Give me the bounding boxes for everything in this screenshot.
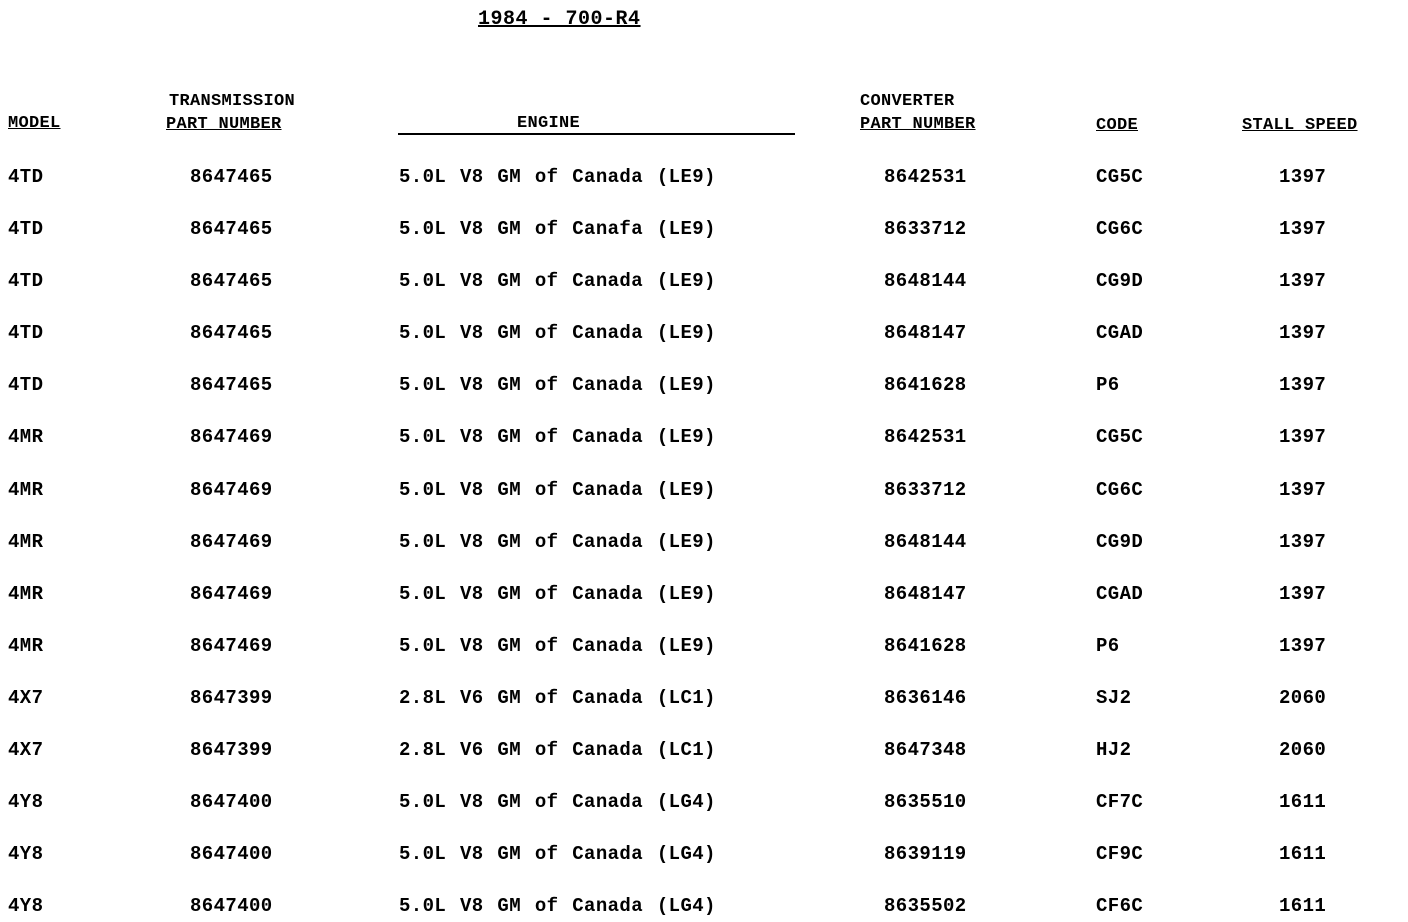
cell-model: 4TD — [8, 270, 44, 292]
header-converter-line2: PART NUMBER — [860, 115, 976, 134]
cell-model: 4MR — [8, 531, 44, 553]
cell-stall-speed: 1397 — [1279, 374, 1327, 396]
cell-code: CF9C — [1096, 843, 1144, 865]
cell-engine: 5.0L V8 GM of Canafa (LE9) — [399, 218, 716, 240]
header-model — [8, 112, 61, 135]
cell-transmission-part: 8647469 — [190, 531, 273, 553]
header-transmission — [166, 90, 295, 136]
cell-transmission-part: 8647400 — [190, 791, 273, 813]
cell-stall-speed: 1397 — [1279, 583, 1327, 605]
cell-stall-speed: 1611 — [1279, 895, 1327, 917]
cell-stall-speed: 2060 — [1279, 687, 1327, 709]
cell-converter-part: 8641628 — [884, 374, 967, 396]
cell-transmission-part: 8647465 — [190, 166, 273, 188]
cell-code: CG9D — [1096, 531, 1144, 553]
table-row — [0, 531, 1408, 555]
cell-stall-speed: 1397 — [1279, 426, 1327, 448]
header-converter — [860, 90, 976, 136]
cell-model: 4Y8 — [8, 843, 44, 865]
table-row — [0, 479, 1408, 503]
header-code-label: CODE — [1096, 116, 1139, 135]
table-row — [0, 687, 1408, 711]
table-row — [0, 791, 1408, 815]
cell-model: 4Y8 — [8, 791, 44, 813]
cell-transmission-part: 8647400 — [190, 895, 273, 917]
header-model-label: MODEL — [8, 114, 61, 133]
cell-converter-part: 8642531 — [884, 426, 967, 448]
cell-engine: 5.0L V8 GM of Canada (LE9) — [399, 270, 716, 292]
cell-code: CGAD — [1096, 322, 1144, 344]
cell-code: CG6C — [1096, 218, 1144, 240]
cell-engine: 5.0L V8 GM of Canada (LG4) — [399, 843, 716, 865]
cell-model: 4TD — [8, 166, 44, 188]
cell-code: CG5C — [1096, 426, 1144, 448]
header-stall-speed-label: STALL SPEED — [1242, 116, 1358, 135]
cell-converter-part: 8642531 — [884, 166, 967, 188]
cell-stall-speed: 1397 — [1279, 531, 1327, 553]
cell-model: 4TD — [8, 322, 44, 344]
cell-converter-part: 8633712 — [884, 479, 967, 501]
cell-engine: 5.0L V8 GM of Canada (LG4) — [399, 895, 716, 917]
cell-code: CG6C — [1096, 479, 1144, 501]
cell-model: 4TD — [8, 218, 44, 240]
cell-converter-part: 8636146 — [884, 687, 967, 709]
cell-transmission-part: 8647469 — [190, 479, 273, 501]
cell-stall-speed: 1397 — [1279, 270, 1327, 292]
cell-stall-speed: 1397 — [1279, 166, 1327, 188]
table-row — [0, 843, 1408, 867]
cell-converter-part: 8635510 — [884, 791, 967, 813]
cell-engine: 5.0L V8 GM of Canada (LE9) — [399, 374, 716, 396]
cell-stall-speed: 1397 — [1279, 479, 1327, 501]
header-transmission-line1: TRANSMISSION — [169, 92, 296, 111]
cell-converter-part: 8635502 — [884, 895, 967, 917]
cell-model: 4MR — [8, 635, 44, 657]
cell-engine: 5.0L V8 GM of Canada (LE9) — [399, 583, 716, 605]
cell-transmission-part: 8647465 — [190, 322, 273, 344]
cell-engine: 2.8L V6 GM of Canada (LC1) — [399, 687, 716, 709]
cell-transmission-part: 8647399 — [190, 687, 273, 709]
cell-code: P6 — [1096, 635, 1120, 657]
table-row — [0, 322, 1408, 346]
cell-engine: 5.0L V8 GM of Canada (LE9) — [399, 426, 716, 448]
cell-converter-part: 8648147 — [884, 583, 967, 605]
cell-code: CF6C — [1096, 895, 1144, 917]
page-title: 1984 - 700-R4 — [478, 8, 641, 31]
cell-stall-speed: 1397 — [1279, 635, 1327, 657]
cell-model: 4X7 — [8, 687, 44, 709]
cell-code: CF7C — [1096, 791, 1144, 813]
cell-model: 4MR — [8, 583, 44, 605]
cell-converter-part: 8647348 — [884, 739, 967, 761]
cell-converter-part: 8639119 — [884, 843, 967, 865]
cell-code: CGAD — [1096, 583, 1144, 605]
cell-code: P6 — [1096, 374, 1120, 396]
cell-transmission-part: 8647400 — [190, 843, 273, 865]
cell-model: 4Y8 — [8, 895, 44, 917]
cell-stall-speed: 1611 — [1279, 843, 1327, 865]
cell-engine: 5.0L V8 GM of Canada (LE9) — [399, 531, 716, 553]
table-row — [0, 374, 1408, 398]
header-transmission-line2: PART NUMBER — [166, 115, 282, 134]
table-row — [0, 166, 1408, 190]
cell-model: 4X7 — [8, 739, 44, 761]
table-row — [0, 635, 1408, 659]
cell-stall-speed: 1397 — [1279, 322, 1327, 344]
cell-code: SJ2 — [1096, 687, 1132, 709]
cell-engine: 2.8L V6 GM of Canada (LC1) — [399, 739, 716, 761]
cell-transmission-part: 8647469 — [190, 583, 273, 605]
cell-model: 4MR — [8, 479, 44, 501]
cell-transmission-part: 8647465 — [190, 374, 273, 396]
cell-converter-part: 8641628 — [884, 635, 967, 657]
cell-converter-part: 8633712 — [884, 218, 967, 240]
cell-code: CG9D — [1096, 270, 1144, 292]
cell-model: 4TD — [8, 374, 44, 396]
cell-stall-speed: 1397 — [1279, 218, 1327, 240]
cell-engine: 5.0L V8 GM of Canada (LE9) — [399, 322, 716, 344]
cell-converter-part: 8648147 — [884, 322, 967, 344]
table-row — [0, 270, 1408, 294]
cell-transmission-part: 8647469 — [190, 426, 273, 448]
table-row — [0, 218, 1408, 242]
cell-engine: 5.0L V8 GM of Canada (LG4) — [399, 791, 716, 813]
cell-stall-speed: 1611 — [1279, 791, 1327, 813]
header-code — [1096, 114, 1138, 137]
cell-code: HJ2 — [1096, 739, 1132, 761]
cell-converter-part: 8648144 — [884, 531, 967, 553]
table-row — [0, 895, 1408, 919]
cell-engine: 5.0L V8 GM of Canada (LE9) — [399, 479, 716, 501]
cell-transmission-part: 8647399 — [190, 739, 273, 761]
cell-engine: 5.0L V8 GM of Canada (LE9) — [399, 635, 716, 657]
header-stall-speed — [1242, 114, 1358, 137]
cell-transmission-part: 8647465 — [190, 218, 273, 240]
header-engine — [517, 112, 580, 135]
cell-stall-speed: 2060 — [1279, 739, 1327, 761]
table-row — [0, 583, 1408, 607]
cell-transmission-part: 8647469 — [190, 635, 273, 657]
cell-transmission-part: 8647465 — [190, 270, 273, 292]
table-row — [0, 739, 1408, 763]
cell-engine: 5.0L V8 GM of Canada (LE9) — [399, 166, 716, 188]
cell-converter-part: 8648144 — [884, 270, 967, 292]
cell-code: CG5C — [1096, 166, 1144, 188]
cell-model: 4MR — [8, 426, 44, 448]
header-engine-label: ENGINE — [517, 114, 581, 133]
engine-header-rule — [398, 133, 795, 135]
header-converter-line1: CONVERTER — [860, 92, 955, 111]
table-row — [0, 426, 1408, 450]
